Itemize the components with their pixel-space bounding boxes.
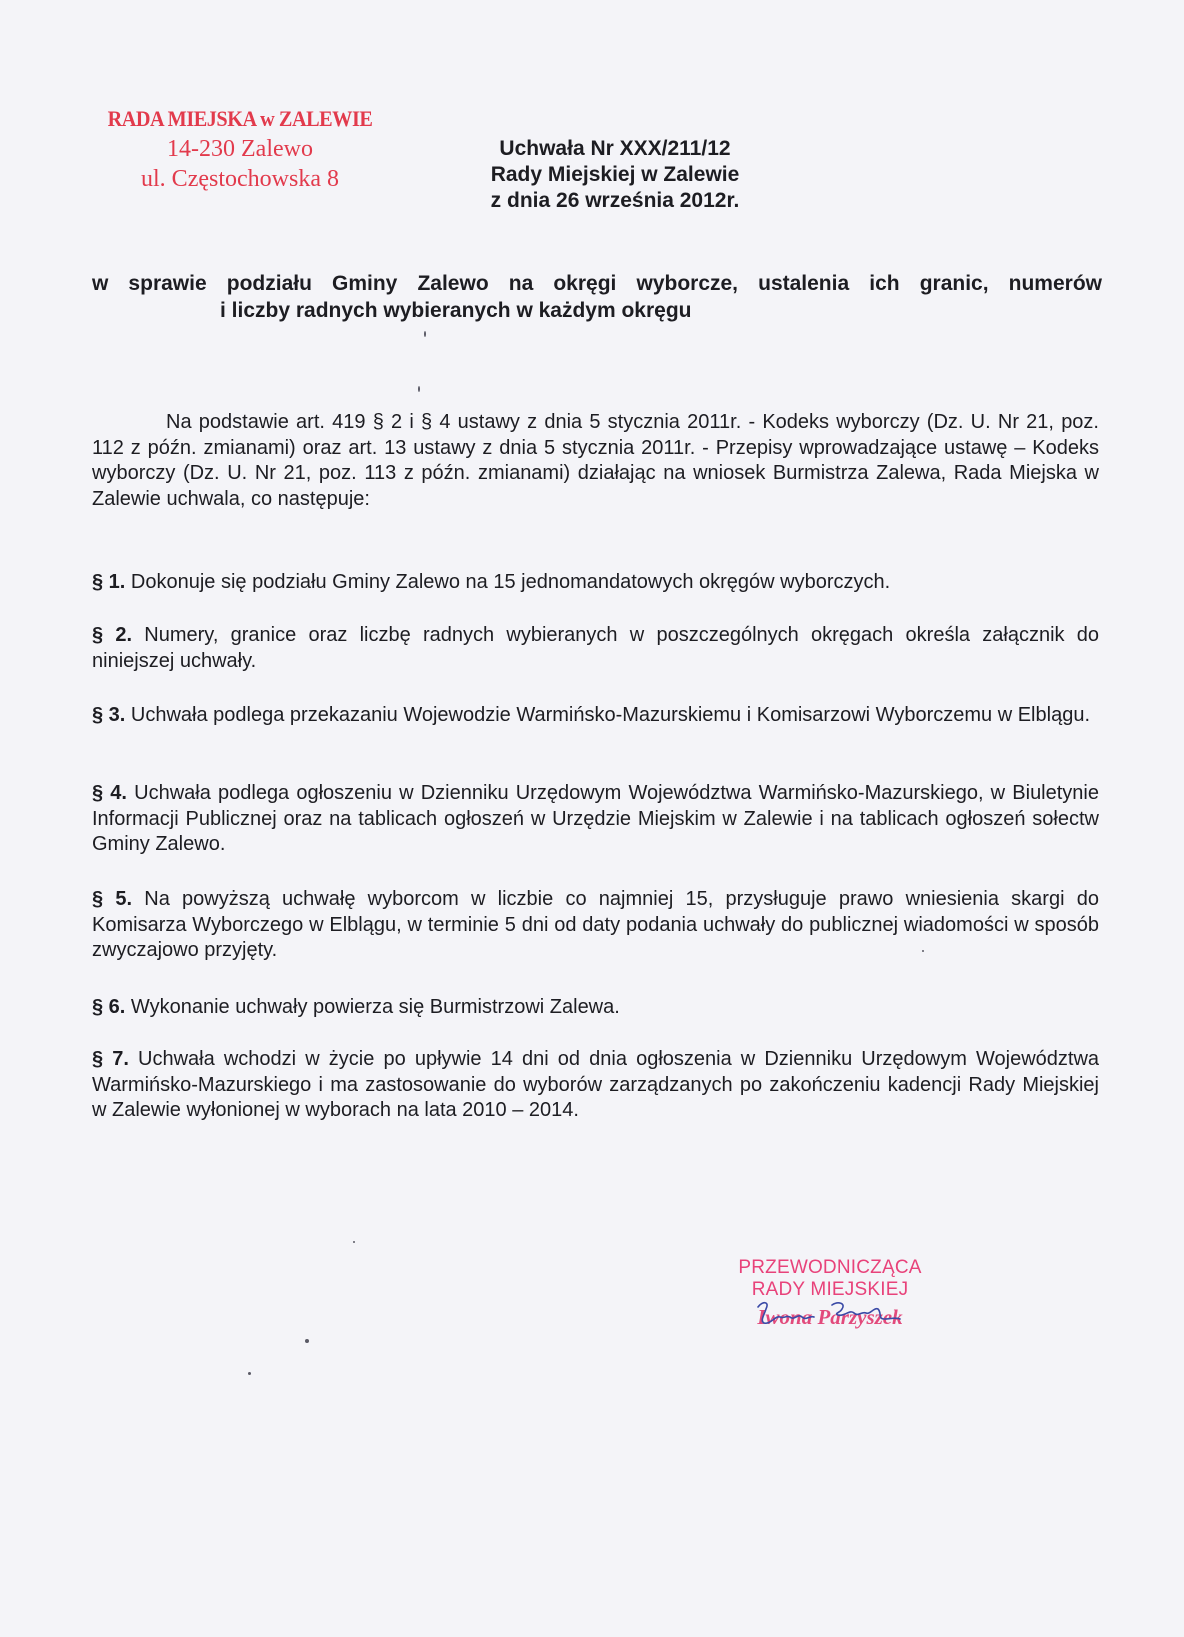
scan-speck — [305, 1339, 309, 1343]
paragraph-text: Wykonanie uchwały powierza się Burmistrzowi Zalewa. — [130, 996, 620, 1018]
subject-line-2: i liczby radnych wybieranych w każdym okręgu — [220, 299, 692, 322]
signature-role-line-1: PRZEWODNICZĄCA — [738, 1257, 922, 1278]
council-stamp — [90, 104, 390, 194]
paragraph-1 — [92, 570, 1099, 596]
resolution-header — [420, 136, 810, 214]
resolution-issuer: Rady Miejskiej w Zalewie — [490, 163, 740, 186]
paragraph-text: Uchwała podlega ogłoszeniu w Dzienniku Urzędowym Województwa Warmińsko-Mazurskiego, w Biuletynie Informacji Publicznej oraz na tablicach ogłoszeń w Urzędzie Miejskim w Zalewie i na tablicach ogłoszeń sołectw Gminy Zalewo. — [92, 782, 1099, 855]
scan-speck — [424, 331, 426, 337]
paragraph-symbol: § 1. — [92, 571, 126, 593]
paragraph-6 — [92, 995, 1099, 1021]
paragraph-text: Na powyższą uchwałę wyborcom w liczbie co najmniej 15, przysługuje prawo wniesienia skargi do Komisarza Wyborczego w Elblągu, w terminie 5 dni od daty podania uchwały do publicznej wiadomości w sposób zwyczajowo przyjęty. — [92, 888, 1099, 961]
scan-speck — [922, 950, 924, 952]
paragraph-3 — [92, 703, 1099, 729]
paragraph-symbol: § 2. — [92, 624, 133, 646]
subject-line-1: w sprawie podziału Gminy Zalewo na okręgi wyborcze, ustalenia ich granic, numerów — [92, 272, 1102, 295]
scan-speck — [418, 386, 420, 392]
resolution-date: z dnia 26 września 2012r. — [490, 189, 740, 212]
paragraph-4 — [92, 781, 1099, 858]
paragraph-7 — [92, 1047, 1099, 1124]
signatory-name: Iwona Parzyszek — [757, 1305, 903, 1329]
handwritten-signature — [750, 1295, 920, 1333]
paragraph-symbol: § 6. — [92, 996, 126, 1018]
stamp-postal-code: 14-230 Zalewo — [167, 136, 313, 162]
paragraph-text: Uchwała wchodzi w życie po upływie 14 dni od dnia ogłoszenia w Dzienniku Urzędowym Województwa Warmińsko-Mazurskiego i ma zastosowanie do wyborów zarządzanych po zakończeniu kadencji Rady Miejskiej w Zalewie wyłonionej w wyborach na lata 2010 – 2014. — [92, 1048, 1100, 1121]
scan-speck — [353, 1241, 355, 1243]
scan-speck — [248, 1372, 251, 1375]
stamp-street: ul. Częstochowska 8 — [141, 166, 339, 192]
paragraph-text: Uchwała podlega przekazaniu Wojewodzie Warmińsko-Mazurskiemu i Komisarzowi Wyborczemu w Elblągu. — [130, 704, 1090, 726]
paragraph-symbol: § 7. — [92, 1048, 129, 1070]
paragraph-symbol: § 3. — [92, 704, 126, 726]
stamp-council-name: RADA MIEJSKA w ZALEWIE — [107, 106, 373, 131]
signature-role-line-2: RADY MIEJSKIEJ — [751, 1279, 909, 1300]
resolution-number: Uchwała Nr XXX/211/12 — [499, 137, 731, 160]
paragraph-text: Dokonuje się podziału Gminy Zalewo na 15 jednomandatowych okręgów wyborczych. — [130, 571, 891, 593]
paragraph-2 — [92, 623, 1099, 674]
paragraph-symbol: § 4. — [92, 782, 127, 804]
legal-basis-preamble: Na podstawie art. 419 § 2 i § 4 ustawy z dnia 5 stycznia 2011r. - Kodeks wyborczy (Dz. U. Nr 21, poz. 112 z późn. zmianami) oraz art. 13 ustawy z dnia 5 stycznia 2011r. - Przepisy wprowadzające ustawę – Kodeks wyborczy (Dz. U. Nr 21, poz. 113 z późn. zmianami) działając na wniosek Burmistrza Zalewa, Rada Miejska w Zalewie uchwala, co następuje: — [92, 411, 1099, 510]
paragraph-text: Numery, granice oraz liczbę radnych wybieranych w poszczególnych okręgach określa załącznik do niniejszej uchwały. — [92, 624, 1099, 672]
paragraph-5 — [92, 887, 1099, 964]
paragraph-symbol: § 5. — [92, 888, 133, 910]
resolution-subject — [92, 270, 1102, 324]
